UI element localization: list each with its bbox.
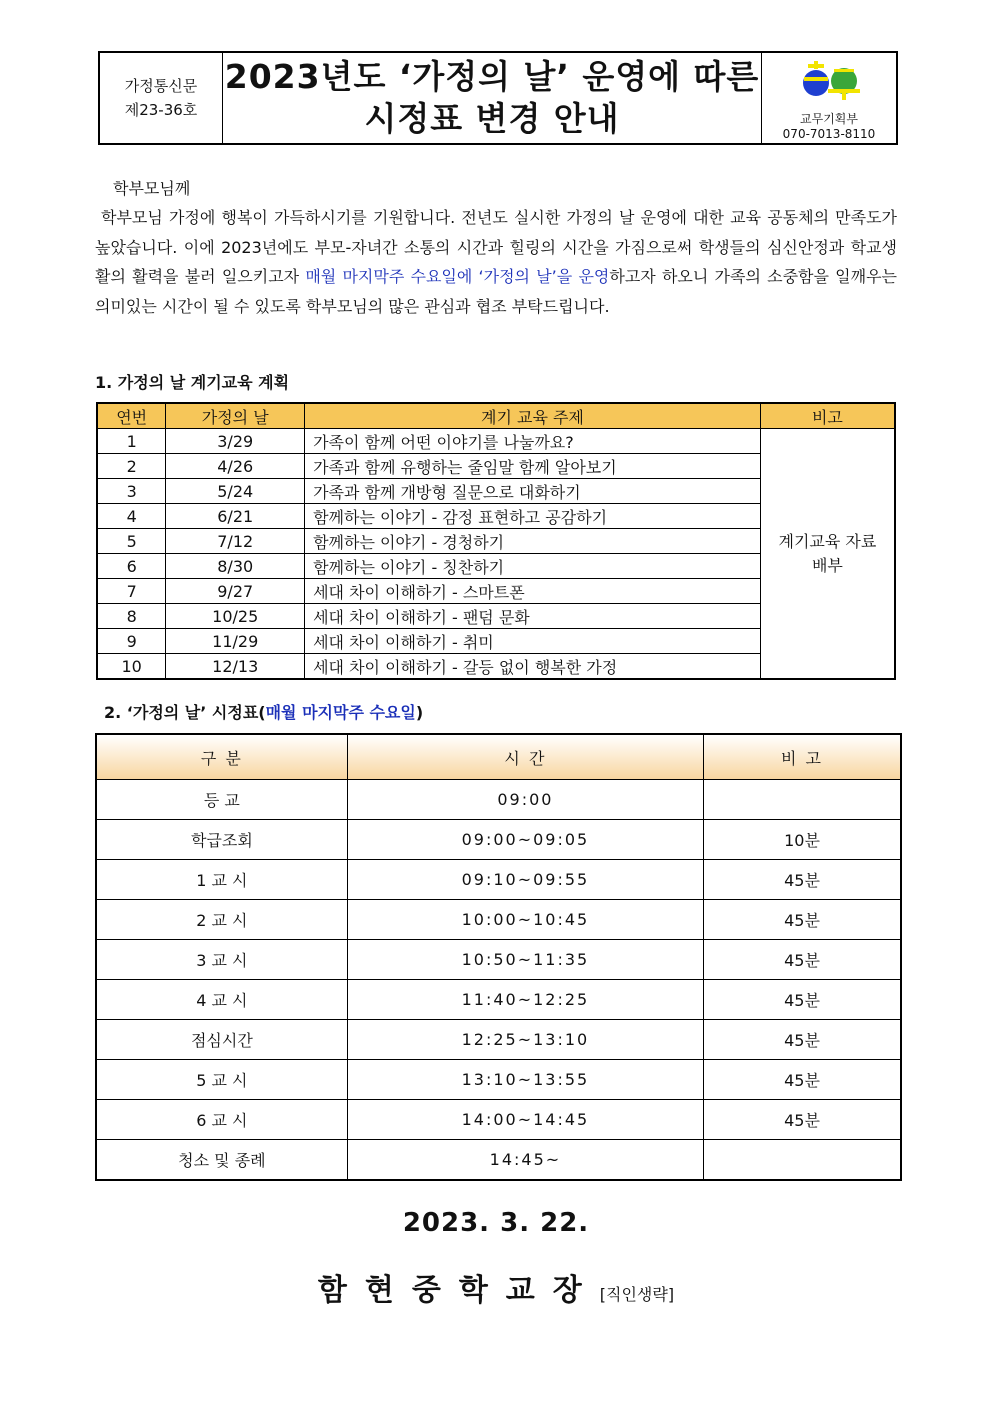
cell-topic: 가족과 함께 개방형 질문으로 대화하기 [305,479,761,504]
table-row [96,820,901,860]
school-logo-icon [798,59,862,101]
cell-remark: 45분 [704,1020,901,1060]
cell-remark: 45분 [704,900,901,940]
cell-remark: 45분 [704,980,901,1020]
doc-id-cell [100,53,223,143]
section1-heading: 1. 가정의 날 계기교육 계획 [95,373,290,392]
col-header-time: 시 간 [347,734,703,780]
cell-remark: 45분 [704,1060,901,1100]
cell-period: 점심시간 [96,1020,347,1060]
section2-heading-suffix: ) [415,703,424,722]
table-row [96,860,901,900]
cell-date: 12/13 [166,654,305,680]
table-header-row [96,734,901,780]
title-line-1: 2023년도 ‘가정의 날’ 운영에 따른 [224,57,760,96]
cell-period: 4 교 시 [96,980,347,1020]
col-header-note: 비고 [760,403,895,429]
doc-type: 가정통신문 [124,77,198,95]
cell-no: 6 [97,554,166,579]
cell-period: 등 교 [96,780,347,820]
cell-note [760,429,895,680]
cell-period: 3 교 시 [96,940,347,980]
seal-note: [직인생략] [599,1285,675,1304]
table-row [96,1020,901,1060]
cell-period: 5 교 시 [96,1060,347,1100]
cell-remark: 10분 [704,820,901,860]
cell-no: 10 [97,654,166,680]
note-line-1: 계기교육 자료 [778,531,877,551]
col-header-date: 가정의 날 [166,403,305,429]
cell-remark: 45분 [704,1100,901,1140]
letter-header [98,51,898,145]
department-name: 교무기획부 [800,112,858,126]
table-header-row [97,403,895,429]
body-text: 학부모님 가정에 행복이 가득하시기를 기원합니다. 전년도 실시한 가정의 날 운영에 대한 교육 공동체의 만족도가 높았습니다. 이에 2023년에도 부모-자녀간 소통의 시간과 힐링의 시간을 가짐으로써 학생들의 심신안정과 학교생활의 활력을 불러 일으키고자 [95,208,897,286]
cell-remark [704,1140,901,1181]
body-text-end: 하고자 하오니 가족의 소중함을 일깨우는 의미있는 시간이 될 수 있도록 학부모님의 많은 관심과 협조 부탁드립니다. [95,267,897,316]
table-row [96,1060,901,1100]
schedule-table [95,733,902,1181]
cell-time: 14:00~14:45 [347,1100,703,1140]
col-header-remark: 비 고 [704,734,901,780]
section2-heading-prefix: 2. ‘가정의 날’ 시정표( [104,703,266,722]
cell-period: 1 교 시 [96,860,347,900]
cell-time: 11:40~12:25 [347,980,703,1020]
cell-no: 5 [97,529,166,554]
section2-heading-highlight: 매월 마지막주 수요일 [265,703,416,722]
section2-heading [104,700,423,723]
cell-no: 2 [97,454,166,479]
cell-topic: 가족이 함께 어떤 이야기를 나눌까요? [305,429,761,454]
body-highlight: 매월 마지막주 수요일에 ‘가정의 날’을 운영 [305,267,610,286]
table-row [96,900,901,940]
cell-topic: 함께하는 이야기 - 경청하기 [305,529,761,554]
cell-period: 청소 및 종례 [96,1140,347,1181]
table-row [96,940,901,980]
cell-no: 3 [97,479,166,504]
cell-no: 8 [97,604,166,629]
greeting: 학부모님께 [113,179,191,198]
cell-no: 4 [97,504,166,529]
cell-date: 10/25 [166,604,305,629]
cell-time: 12:25~13:10 [347,1020,703,1060]
cell-date: 3/29 [166,429,305,454]
cell-no: 7 [97,579,166,604]
table-row [96,780,901,820]
cell-time: 09:00 [347,780,703,820]
cell-period: 6 교 시 [96,1100,347,1140]
cell-period: 학급조회 [96,820,347,860]
cell-remark [704,780,901,820]
cell-remark: 45분 [704,860,901,900]
cell-topic: 함께하는 이야기 - 감정 표현하고 공감하기 [305,504,761,529]
cell-time: 09:10~09:55 [347,860,703,900]
cell-time: 10:00~10:45 [347,900,703,940]
cell-no: 1 [97,429,166,454]
cell-topic: 세대 차이 이해하기 - 팬덤 문화 [305,604,761,629]
cell-remark: 45분 [704,940,901,980]
dept-cell [761,53,896,143]
cell-date: 11/29 [166,629,305,654]
cell-period: 2 교 시 [96,900,347,940]
cell-topic: 세대 차이 이해하기 - 갈등 없이 행복한 가정 [305,654,761,680]
cell-no: 9 [97,629,166,654]
col-header-no: 연번 [97,403,166,429]
cell-topic: 세대 차이 이해하기 - 스마트폰 [305,579,761,604]
page-title [223,53,761,143]
table-row [97,429,895,454]
cell-time: 10:50~11:35 [347,940,703,980]
cell-date: 4/26 [166,454,305,479]
signature-line [0,1265,992,1309]
letter-body [95,203,897,321]
cell-date: 7/12 [166,529,305,554]
col-header-topic: 계기 교육 주제 [305,403,761,429]
cell-time: 13:10~13:55 [347,1060,703,1100]
table-row [96,980,901,1020]
cell-topic: 세대 차이 이해하기 - 취미 [305,629,761,654]
cell-topic: 함께하는 이야기 - 칭찬하기 [305,554,761,579]
department-phone: 070-7013-8110 [782,127,876,141]
doc-number: 제23-36호 [124,101,198,119]
title-line-2: 시정표 변경 안내 [364,99,620,138]
table-row [96,1100,901,1140]
cell-time: 14:45~ [347,1140,703,1181]
signer-name: 함현중학교장 [317,1273,600,1308]
issue-date: 2023. 3. 22. [402,1208,590,1238]
cell-date: 6/21 [166,504,305,529]
cell-time: 09:00~09:05 [347,820,703,860]
col-header-period: 구 분 [96,734,347,780]
cell-date: 9/27 [166,579,305,604]
cell-date: 8/30 [166,554,305,579]
cell-date: 5/24 [166,479,305,504]
table-row [96,1140,901,1181]
note-line-2: 배부 [811,555,843,575]
cell-topic: 가족과 함께 유행하는 줄임말 함께 알아보기 [305,454,761,479]
education-plan-table [96,402,896,680]
